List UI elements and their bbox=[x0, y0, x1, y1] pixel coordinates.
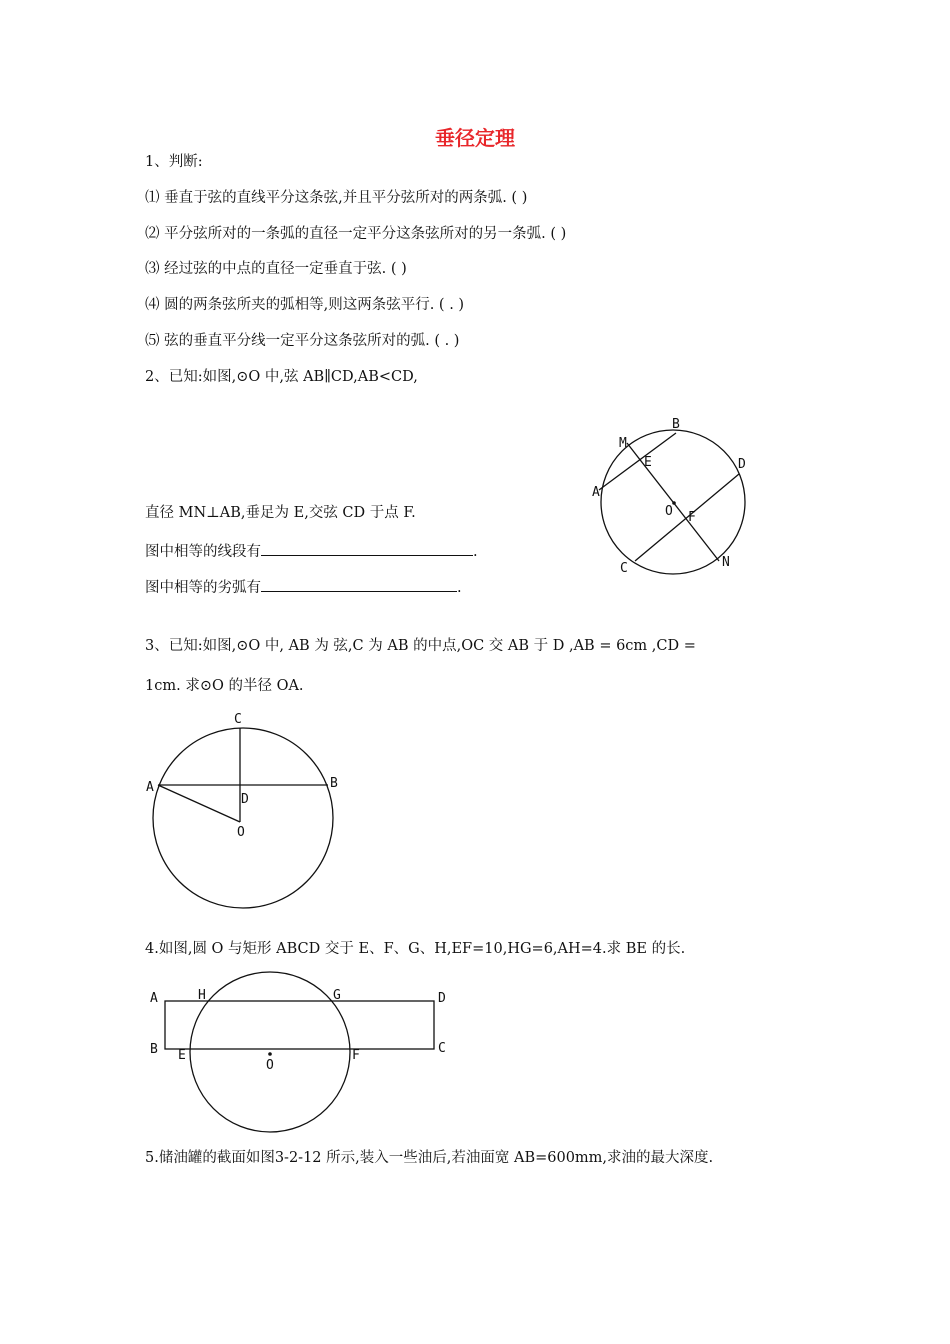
q4-label-d: D bbox=[438, 991, 446, 1006]
q4-label-c: C bbox=[438, 1041, 446, 1056]
q3-figure bbox=[140, 705, 350, 915]
q2-line-3: 图中相等的线段有 . bbox=[145, 539, 478, 562]
q3-line-2: 1cm. 求⊙O 的半径 OA. bbox=[145, 678, 304, 694]
q2-line-2: 直径 MN⊥AB,垂足为 E,交弦 CD 于点 F. bbox=[145, 505, 416, 521]
q3-radius-oa bbox=[158, 785, 240, 822]
q4-label-e: E bbox=[178, 1048, 186, 1063]
q1-item-5: ⑸ 弦的垂直平分线一定平分这条弦所对的弧. ( . ) bbox=[145, 333, 460, 349]
q1-heading: 1、判断: bbox=[145, 154, 203, 170]
q2-label-c: C bbox=[620, 561, 628, 576]
page-title: 垂径定理 bbox=[435, 126, 515, 150]
q3-label-o: O bbox=[237, 825, 245, 840]
q2-equal-arcs-blank[interactable] bbox=[261, 575, 457, 592]
q3-label-d: D bbox=[241, 792, 249, 807]
q1-item-2: ⑵ 平分弦所对的一条弧的直径一定平分这条弦所对的另一条弧. ( ) bbox=[145, 226, 567, 242]
q2-line-3-label: 图中相等的线段有 bbox=[145, 544, 261, 560]
q4-figure bbox=[145, 975, 455, 1145]
q5-text: 5.储油罐的截面如图3-2-12 所示,装入一些油后,若油面宽 AB=600mm,求油的最大深度. bbox=[145, 1150, 714, 1166]
q4-label-b: B bbox=[150, 1042, 158, 1057]
q4-label-g: G bbox=[333, 988, 341, 1003]
q2-line-4-label: 图中相等的劣弧有 bbox=[145, 580, 261, 596]
q2-equal-segments-blank[interactable] bbox=[261, 539, 473, 556]
q2-heading: 2、已知:如图,⊙O 中,弦 AB∥CD,AB<CD, bbox=[145, 369, 418, 385]
q3-circle bbox=[153, 728, 333, 908]
q4-label-f: F bbox=[352, 1048, 360, 1063]
q4-label-h: H bbox=[198, 988, 206, 1003]
q1-item-3: ⑶ 经过弦的中点的直径一定垂直于弦. ( ) bbox=[145, 261, 407, 277]
q2-label-m: M bbox=[619, 436, 627, 451]
q3-label-c: C bbox=[234, 712, 242, 727]
q2-label-e: E bbox=[644, 455, 652, 470]
q3-label-b: B bbox=[330, 776, 338, 791]
q4-circle bbox=[190, 972, 350, 1132]
q4-label-a: A bbox=[150, 991, 158, 1006]
q2-line-4: 图中相等的劣弧有 . bbox=[145, 575, 462, 598]
q4-center-dot bbox=[268, 1052, 272, 1056]
q2-label-d: D bbox=[738, 457, 746, 472]
q4-rectangle-abcd bbox=[165, 1001, 434, 1049]
q2-label-a: A bbox=[592, 485, 600, 500]
q1-item-1: ⑴ 垂直于弦的直线平分这条弦,并且平分弦所对的两条弧. ( ) bbox=[145, 190, 528, 206]
q2-chord-ab bbox=[599, 433, 676, 490]
q4-label-o: O bbox=[266, 1058, 274, 1073]
q2-label-b: B bbox=[672, 417, 680, 432]
q3-line-1: 3、已知:如图,⊙O 中, AB 为 弦,C 为 AB 的中点,OC 交 AB 于 D ,AB = 6cm ,CD = bbox=[145, 638, 696, 654]
q2-label-o: O bbox=[665, 504, 673, 519]
q2-chord-cd bbox=[635, 474, 739, 561]
q4-text: 4.如图,圆 O 与矩形 ABCD 交于 E、F、G、H,EF=10,HG=6,AH=4.求 BE 的长. bbox=[145, 941, 686, 957]
q1-item-4: ⑷ 圆的两条弦所夹的弧相等,则这两条弦平行. ( . ) bbox=[145, 297, 465, 313]
q3-label-a: A bbox=[146, 780, 154, 795]
q2-figure bbox=[590, 410, 760, 580]
q2-label-f: F bbox=[688, 510, 696, 525]
q2-label-n: N bbox=[722, 555, 730, 570]
